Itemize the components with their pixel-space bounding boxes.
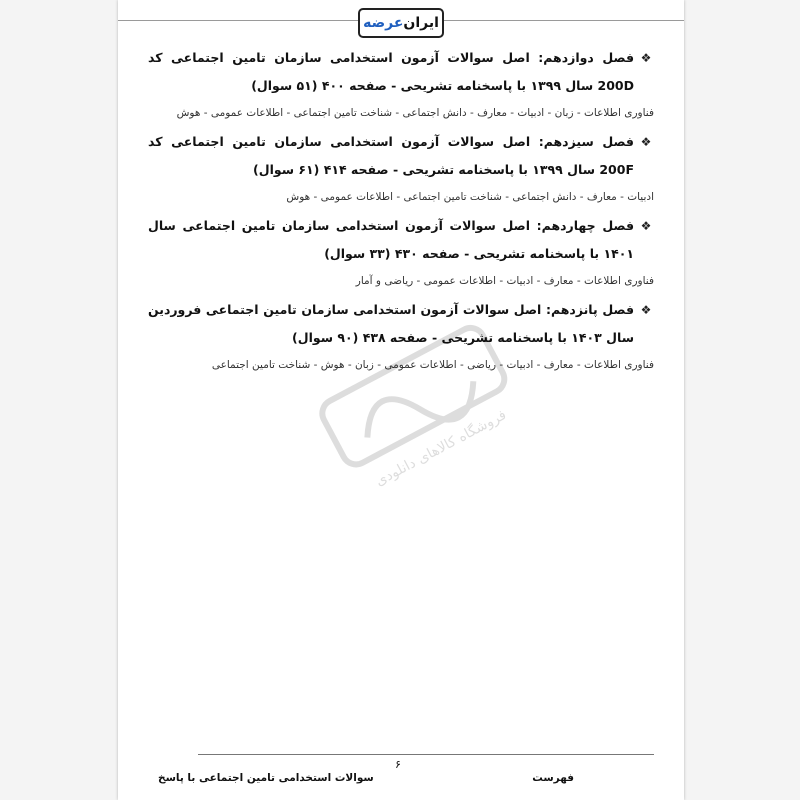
watermark-text: فروشگاه کالاهای دانلودی — [372, 406, 510, 490]
diamond-bullet-icon: ❖ — [640, 51, 652, 65]
logo-text-main: ایران — [403, 15, 439, 31]
toc-heading-text: فصل سیزدهم: اصل سوالات آزمون استخدامی سازمان تامین اجتماعی کد 200F سال ۱۳۹۹ با پاسخنامه تشریحی - صفحه ۴۱۴ (۶۱ سوال) — [148, 134, 634, 177]
toc-section — [148, 296, 654, 374]
diamond-bullet-icon: ❖ — [640, 303, 652, 317]
toc-topics: فناوری اطلاعات - معارف - ادبیات - اطلاعات عمومی - ریاضی و آمار — [355, 275, 654, 287]
toc-topics: ادبیات - معارف - دانش اجتماعی - شناخت تامین اجتماعی - اطلاعات عمومی - هوش — [286, 191, 654, 203]
toc-topics: فناوری اطلاعات - زبان - ادبیات - معارف - دانش اجتماعی - شناخت تامین اجتماعی - اطلاعات عمومی - هوش — [176, 107, 654, 119]
toc-heading — [148, 128, 654, 184]
toc-heading — [148, 212, 654, 268]
toc-section — [148, 128, 654, 206]
diamond-bullet-icon: ❖ — [640, 219, 652, 233]
logo-text-accent: عرضه — [363, 15, 404, 31]
toc-heading-text: فصل دوازدهم: اصل سوالات آزمون استخدامی سازمان تامین اجتماعی کد 200D سال ۱۳۹۹ با پاسخنامه تشریحی - صفحه ۴۰۰ (۵۱ سوال) — [148, 50, 634, 93]
footer-section-label: فهرست — [532, 772, 574, 784]
footer-book-title: سوالات استخدامی تامین اجتماعی با پاسخ — [158, 772, 374, 784]
toc-heading — [148, 296, 654, 352]
page-number: ۶ — [395, 758, 401, 771]
diamond-bullet-icon: ❖ — [640, 135, 652, 149]
toc-heading-text: فصل چهاردهم: اصل سوالات آزمون استخدامی سازمان تامین اجتماعی سال ۱۴۰۱ با پاسخنامه تشریحی - صفحه ۴۳۰ (۳۳ سوال) — [148, 218, 634, 261]
toc-section — [148, 44, 654, 122]
site-logo — [358, 8, 444, 38]
toc-heading — [148, 44, 654, 100]
toc-topics: فناوری اطلاعات - معارف - ادبیات - ریاضی - اطلاعات عمومی - زبان - هوش - شناخت تامین اجتماعی — [211, 359, 654, 371]
footer-divider — [198, 754, 654, 755]
document-page — [118, 0, 684, 800]
toc-heading-text: فصل پانزدهم: اصل سوالات آزمون استخدامی سازمان تامین اجتماعی فروردین سال ۱۴۰۳ با پاسخنامه تشریحی - صفحه ۴۳۸ (۹۰ سوال) — [148, 302, 634, 345]
toc-section — [148, 212, 654, 290]
table-of-contents — [148, 44, 654, 380]
